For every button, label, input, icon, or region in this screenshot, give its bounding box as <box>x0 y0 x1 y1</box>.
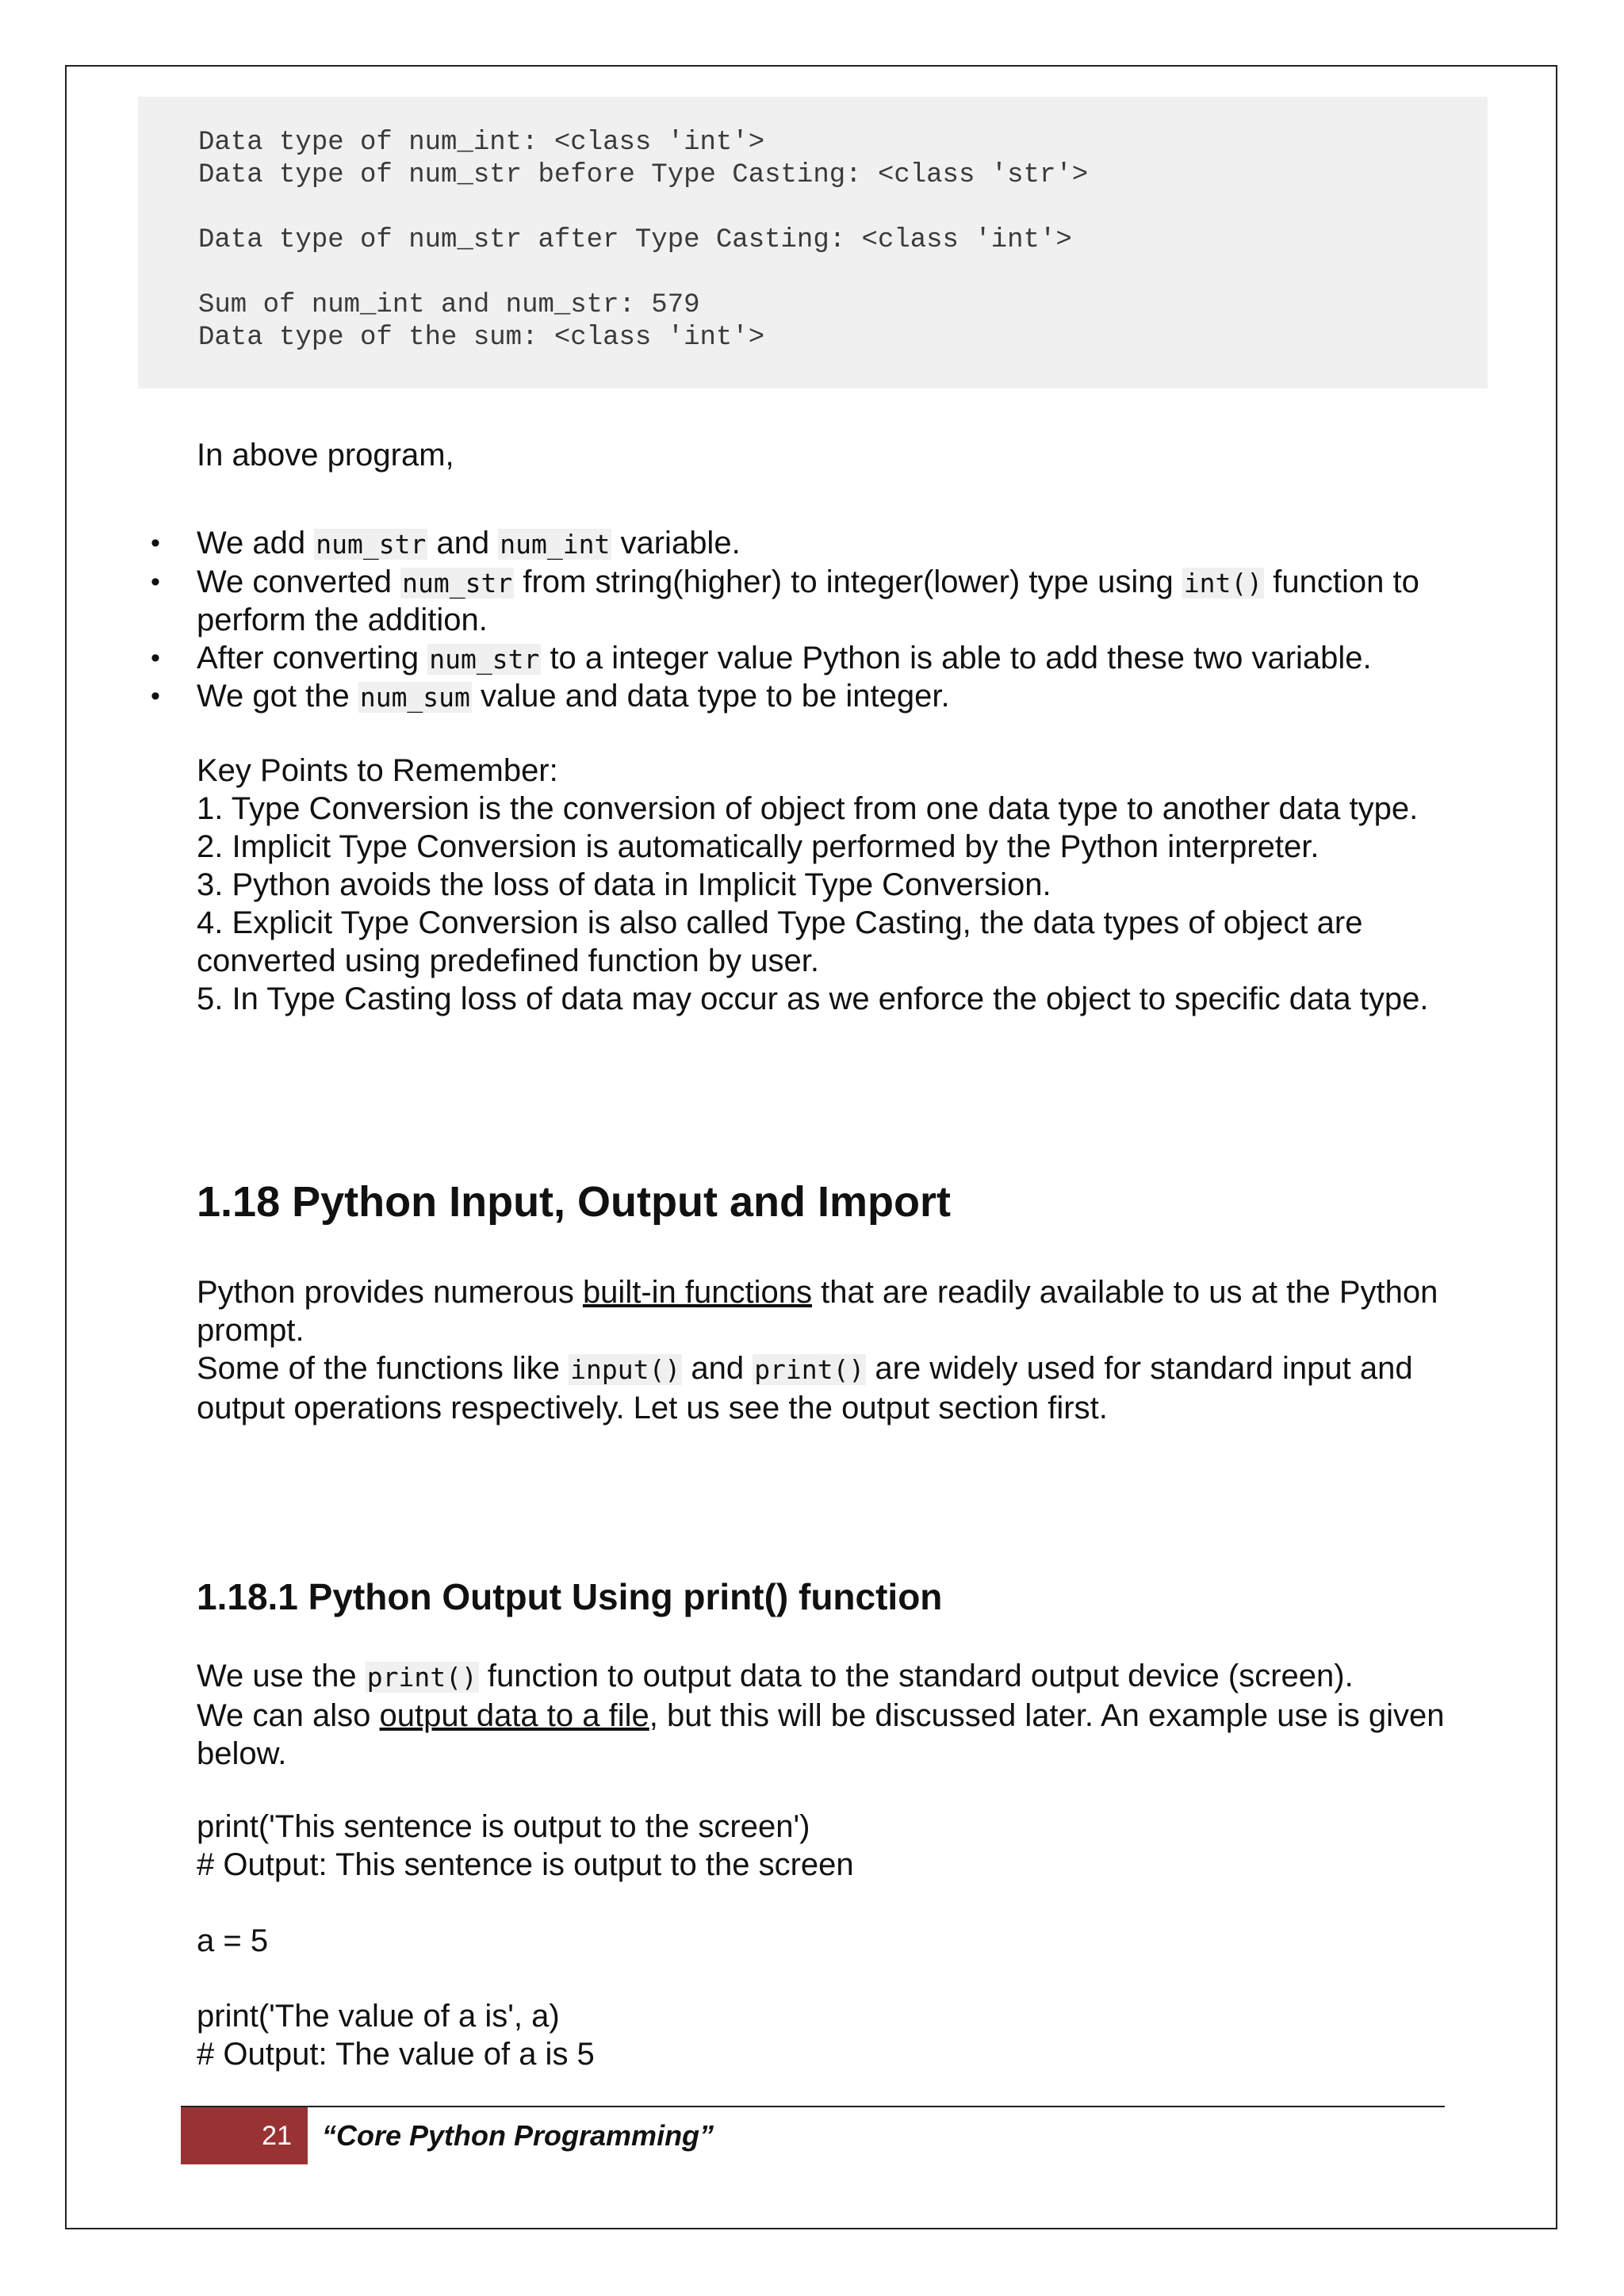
bullet-text: We add <box>197 526 315 561</box>
explanation-bullet-list <box>151 525 1465 717</box>
example-blank-line <box>197 1960 1465 1998</box>
section-heading: 1.18 Python Input, Output and Import <box>197 1178 951 1226</box>
example-line: print('This sentence is output to the screen') <box>197 1809 810 1844</box>
paragraph-text: We use the <box>197 1659 366 1693</box>
subsection-paragraph <box>197 1697 1465 1773</box>
paragraph-text: Some of the functions like <box>197 1351 569 1386</box>
bullet-text: variable. <box>611 526 741 561</box>
paragraph-text: that are readily available to us at the Python prompt. <box>197 1275 1438 1348</box>
paragraph-text: Python provides numerous <box>197 1275 583 1310</box>
output-data-to-file-link[interactable]: output data to a file <box>379 1698 649 1733</box>
bullet-dot-icon: • <box>151 642 160 673</box>
bullet-item <box>151 564 1465 640</box>
bullet-dot-icon: • <box>151 566 160 597</box>
inline-code: num_str <box>402 567 513 599</box>
paragraph-text: are widely used for standard input and output operations respectively. Let us see the output section first. <box>197 1351 1413 1425</box>
bullet-item <box>151 525 1465 564</box>
example-line: # Output: The value of a is 5 <box>197 2037 595 2072</box>
page-number-badge <box>181 2107 308 2164</box>
paragraph-text: function to output data to the standard output device (screen). <box>478 1659 1354 1693</box>
bullet-item <box>151 640 1465 679</box>
key-points-heading: Key Points to Remember: <box>197 753 558 788</box>
output-line: Data type of num_int: <class 'int'> <box>198 128 765 158</box>
output-line: Data type of num_str after Type Casting: <class 'int'> <box>198 225 1072 255</box>
inline-code: num_int <box>500 529 611 560</box>
inline-code: input() <box>570 1354 681 1385</box>
page-number: 21 <box>262 2121 292 2151</box>
inline-code: num_str <box>316 529 427 560</box>
output-blank-line <box>198 257 1488 289</box>
example-line: a = 5 <box>197 1923 269 1958</box>
bullet-text: value and data type to be integer. <box>471 679 950 714</box>
output-line: Sum of num_int and num_str: 579 <box>198 290 700 320</box>
inline-code: int() <box>1183 567 1263 599</box>
bullet-dot-icon: • <box>151 528 160 558</box>
example-blank-line <box>197 1884 1465 1922</box>
footer-book-title: “Core Python Programming” <box>322 2119 714 2152</box>
output-line: Data type of the sum: <class 'int'> <box>198 323 765 353</box>
bullet-item <box>151 678 1465 717</box>
inline-code: print() <box>366 1662 477 1693</box>
bullet-text: We converted <box>197 564 401 599</box>
key-points-section <box>197 752 1465 1018</box>
bullet-text: and <box>427 526 499 561</box>
bullet-text: function to perform the addition. <box>197 564 1419 637</box>
subsection-body <box>197 1657 1465 1773</box>
inline-code: num_sum <box>359 682 470 713</box>
built-in-functions-link[interactable]: built-in functions <box>582 1275 812 1310</box>
program-output-block <box>138 97 1488 388</box>
output-blank-line <box>198 192 1488 224</box>
paragraph-text: , but this will be discussed later. An example use is given below. <box>197 1698 1445 1771</box>
key-point-item: 1. Type Conversion is the conversion of object from one data type to another data type. <box>197 791 1419 826</box>
key-point-item: 5. In Type Casting loss of data may occur as we enforce the object to specific data type. <box>197 982 1429 1016</box>
key-point-item: 2. Implicit Type Conversion is automatically performed by the Python interpreter. <box>197 829 1320 864</box>
print-example-block <box>197 1808 1465 2073</box>
bullet-text: We got the <box>197 679 358 714</box>
example-line: # Output: This sentence is output to the screen <box>197 1847 854 1882</box>
paragraph-text: We can also <box>197 1698 380 1733</box>
key-point-item: 3. Python avoids the loss of data in Implicit Type Conversion. <box>197 867 1051 902</box>
subsection-paragraph <box>197 1657 1465 1697</box>
output-line: Data type of num_str before Type Casting: <class 'str'> <box>198 160 1089 190</box>
inline-code: print() <box>754 1354 865 1385</box>
subsection-heading: 1.18.1 Python Output Using print() function <box>197 1576 943 1617</box>
bullet-text: to a integer value Python is able to add these two variable. <box>541 640 1372 675</box>
section-body <box>197 1273 1465 1427</box>
paragraph-text: and <box>682 1351 753 1386</box>
section-paragraph <box>197 1349 1465 1427</box>
bullet-text: After converting <box>197 640 428 675</box>
bullet-text: from string(higher) to integer(lower) type using <box>514 564 1182 599</box>
section-paragraph <box>197 1273 1465 1349</box>
bullet-dot-icon: • <box>151 681 160 711</box>
intro-text: In above program, <box>197 438 454 473</box>
inline-code: num_str <box>429 643 540 675</box>
key-point-item: 4. Explicit Type Conversion is also called Type Casting, the data types of object are converted using predefined function by user. <box>197 905 1363 978</box>
example-line: print('The value of a is', a) <box>197 1999 560 2034</box>
